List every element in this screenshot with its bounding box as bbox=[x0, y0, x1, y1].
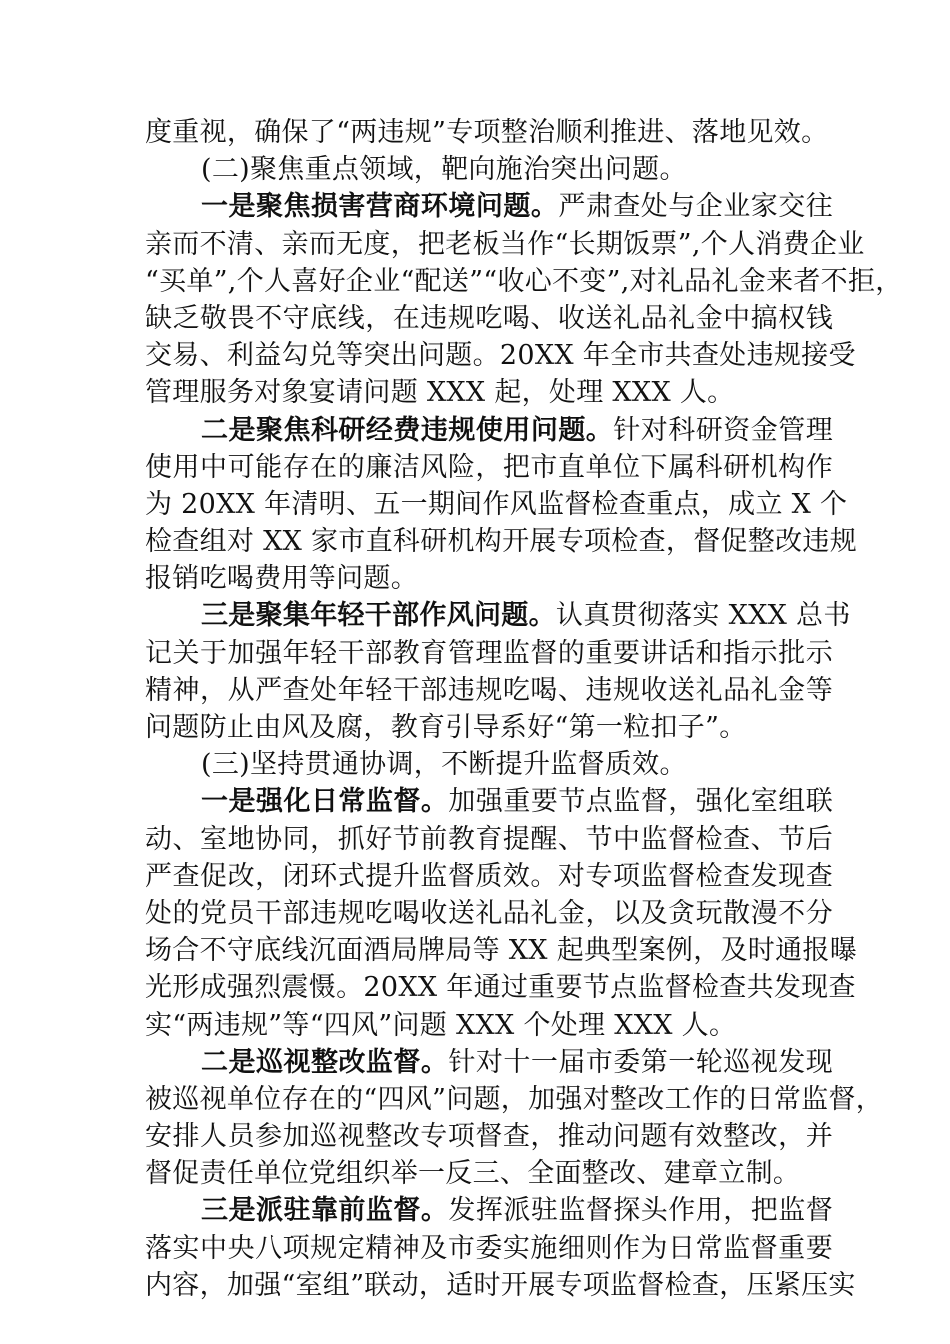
text-line bbox=[145, 1230, 833, 1267]
line-text: 实“两违规”等“四风”问题 XXX 个处理 XXX 人。 bbox=[145, 1009, 737, 1041]
text-line bbox=[145, 374, 833, 411]
line-text: 处的党员干部违规吃喝收送礼品礼金，以及贪玩散漫不分 bbox=[145, 897, 833, 929]
line-text: “买单”,个人喜好企业“配送”“收心不变”,对礼品礼金来者不拒， bbox=[145, 265, 903, 297]
line-text: 内容，加强“室组”联动，适时开展专项监督检查，压紧压实 bbox=[145, 1269, 856, 1301]
line-text: 加强重要节点监督，强化室组联 bbox=[448, 786, 833, 818]
line-text: 问题防止由风及腐，教育引导系好“第一粒扣子”。 bbox=[145, 712, 747, 743]
bold-lead-phrase: 三是聚集年轻干部作风问题。 bbox=[201, 600, 556, 632]
text-line bbox=[145, 337, 856, 374]
text-line bbox=[145, 486, 848, 523]
bold-lead-phrase: 二是聚焦科研经费违规使用问题。 bbox=[201, 414, 614, 446]
text-line bbox=[145, 932, 858, 969]
text-line bbox=[145, 858, 833, 895]
line-text: 严肃查处与企业家交往 bbox=[558, 191, 834, 223]
line-text: 针对科研资金管理 bbox=[613, 414, 833, 446]
line-text: 被巡视单位存在的“四风”问题，加强对整改工作的日常监督， bbox=[145, 1083, 884, 1115]
line-text: 交易、利益勾兑等突出问题。20XX 年全市共查处违规接受 bbox=[145, 340, 856, 372]
text-line bbox=[145, 226, 865, 263]
text-line bbox=[145, 1118, 833, 1155]
text-line bbox=[145, 597, 851, 634]
line-text: 度重视，确保了“两违规”专项整治顺利推进、落地见效。 bbox=[145, 117, 829, 148]
text-line bbox=[145, 635, 833, 672]
text-line bbox=[145, 672, 833, 709]
line-text: 针对十一届市委第一轮巡视发现 bbox=[448, 1046, 833, 1078]
text-line bbox=[145, 709, 833, 746]
text-line bbox=[145, 1267, 856, 1304]
text-line bbox=[145, 1007, 833, 1044]
text-line bbox=[145, 895, 833, 932]
line-text: 严查促改，闭环式提升监督质效。对专项监督检查发现查 bbox=[145, 860, 833, 892]
document-body bbox=[145, 114, 903, 1304]
bold-lead-phrase: 三是派驻靠前监督。 bbox=[201, 1195, 449, 1227]
line-text: 为 20XX 年清明、五一期间作风监督检查重点，成立 X 个 bbox=[145, 488, 848, 520]
line-text: 落实中央八项规定精神及市委实施细则作为日常监督重要 bbox=[145, 1232, 833, 1264]
text-line bbox=[145, 969, 856, 1006]
bold-lead-phrase: 二是巡视整改监督。 bbox=[201, 1046, 449, 1078]
line-text: 认真贯彻落实 XXX 总书 bbox=[555, 600, 851, 632]
text-line bbox=[145, 412, 833, 449]
text-line bbox=[145, 1044, 833, 1081]
text-line bbox=[145, 449, 833, 486]
text-line bbox=[145, 821, 833, 858]
text-line bbox=[145, 114, 833, 151]
line-text: 光形成强烈震慑。20XX 年通过重要节点监督检查共发现查 bbox=[145, 972, 856, 1004]
line-text: 精神，从严查处年轻干部违规吃喝、违规收送礼品礼金等 bbox=[145, 674, 833, 706]
line-text: 亲而不清、亲而无度，把老板当作“长期饭票”,个人消费企业 bbox=[145, 228, 865, 260]
text-line bbox=[145, 1081, 884, 1118]
text-line bbox=[145, 263, 903, 300]
text-line bbox=[145, 560, 833, 597]
line-text: 使用中可能存在的廉洁风险，把市直单位下属科研机构作 bbox=[145, 451, 833, 483]
line-text: (二)聚焦重点领域，靶向施治突出问题。 bbox=[201, 154, 687, 186]
line-text: 管理服务对象宴请问题 XXX 起，处理 XXX 人。 bbox=[145, 377, 735, 409]
line-text: 场合不守底线沉面酒局牌局等 XX 起典型案例，及时通报曝 bbox=[145, 935, 858, 967]
line-text: 记关于加强年轻干部教育管理监督的重要讲话和指示批示 bbox=[145, 637, 833, 669]
text-line bbox=[145, 783, 833, 820]
text-line bbox=[145, 1155, 833, 1192]
text-line bbox=[145, 188, 833, 225]
line-text: 报销吃喝费用等问题。 bbox=[145, 563, 418, 595]
line-text: 缺乏敬畏不守底线，在违规吃喝、收送礼品礼金中搞权钱 bbox=[145, 302, 833, 334]
line-text: 发挥派驻监督探头作用，把监督 bbox=[448, 1195, 833, 1227]
line-text: (三)坚持贯通协调，不断提升监督质效。 bbox=[201, 749, 687, 781]
text-line bbox=[145, 151, 833, 188]
line-text: 督促责任单位党组织举一反三、全面整改、建章立制。 bbox=[145, 1158, 801, 1190]
line-text: 动、室地协同，抓好节前教育提醒、节中监督检查、节后 bbox=[145, 823, 833, 855]
bold-lead-phrase: 一是强化日常监督。 bbox=[201, 786, 449, 818]
line-text: 检查组对 XX 家市直科研机构开展专项检查，督促整改违规 bbox=[145, 526, 858, 558]
line-text: 安排人员参加巡视整改专项督查，推动问题有效整改，并 bbox=[145, 1121, 833, 1153]
text-line bbox=[145, 300, 833, 337]
text-line bbox=[145, 1192, 833, 1229]
text-line bbox=[145, 746, 833, 783]
bold-lead-phrase: 一是聚焦损害营商环境问题。 bbox=[201, 191, 559, 223]
text-line bbox=[145, 523, 858, 560]
